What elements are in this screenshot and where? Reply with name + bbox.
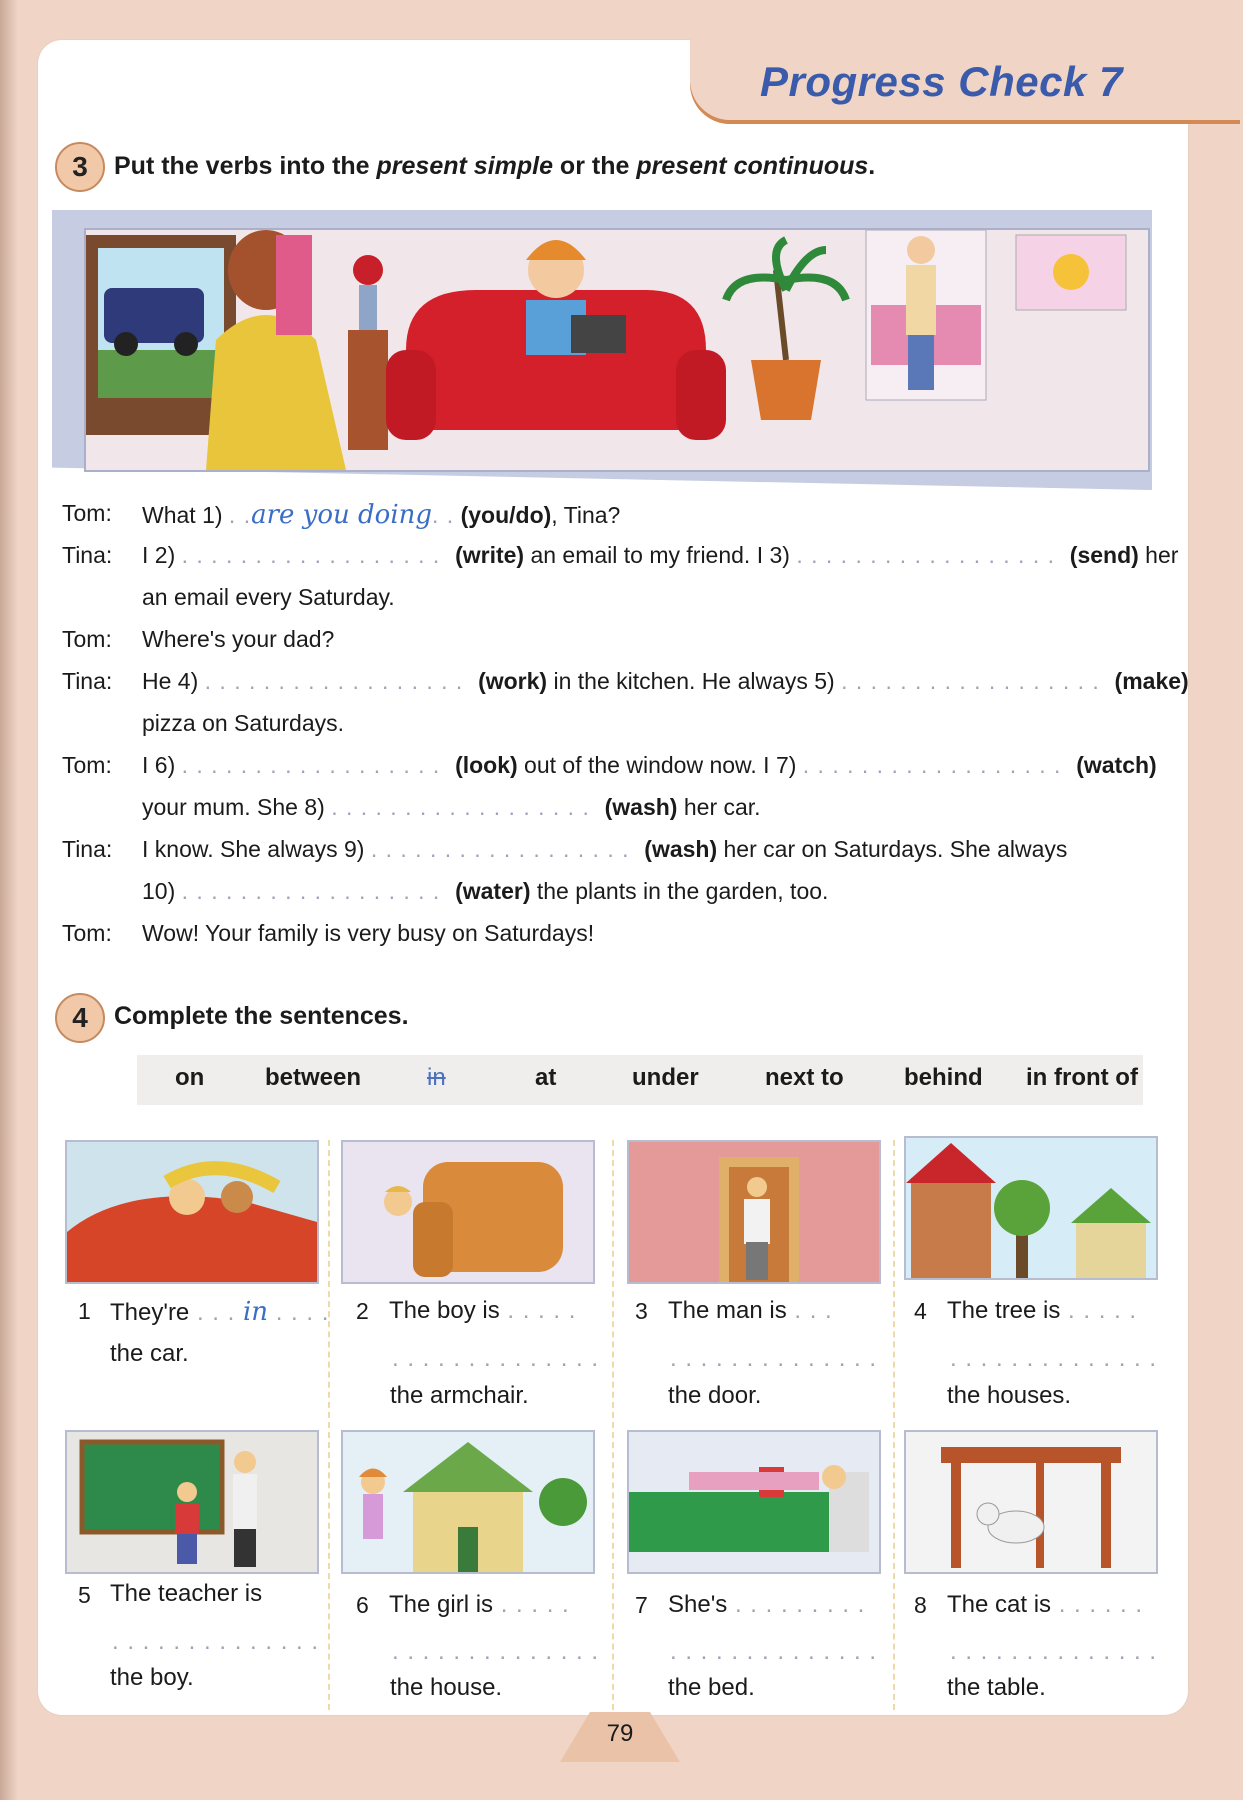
- speaker: Tom:: [62, 752, 112, 778]
- answer-blank[interactable]: . .: [228, 502, 252, 528]
- item-number: 5: [78, 1582, 91, 1608]
- line-text: 10) . . . . . . . . . . . . . . . . . . (water) the plants in the garden, too.: [142, 878, 829, 904]
- word-under: under: [632, 1064, 699, 1091]
- answer-blank[interactable]: . . . . . . . . . . . . . . . . . .: [181, 542, 456, 568]
- speaker: Tina:: [62, 668, 113, 694]
- word-between: between: [265, 1064, 362, 1091]
- item-number: 8: [914, 1592, 927, 1618]
- line-text: pizza on Saturdays.: [142, 710, 345, 736]
- line-text: I 2) . . . . . . . . . . . . . . . . . . (write) an email to my friend. I 3) . . . . . . . . . . . . . . . . . . (send) her: [142, 542, 1179, 568]
- item-text-end: the house.: [390, 1674, 503, 1701]
- answer-blank[interactable]: . . . . . . . . . . . . . .: [392, 1638, 600, 1665]
- exercise-number-4: 4: [55, 993, 105, 1043]
- item-text: The girl is . . . . .: [389, 1591, 570, 1618]
- picture-teacher-boy: [65, 1430, 319, 1574]
- line-text: I 6) . . . . . . . . . . . . . . . . . . (look) out of the window now. I 7) . . . . . . . . . . . . . . . . . . (watch): [142, 752, 1157, 778]
- speaker: Tom:: [62, 626, 112, 652]
- item-text: The man is . . .: [668, 1297, 833, 1324]
- scene-illustration: [84, 228, 1150, 472]
- answer-blank[interactable]: . . . . . . . . . . . . . . . . . .: [802, 752, 1077, 778]
- item-text-end: the armchair.: [390, 1382, 529, 1409]
- item-text-end: the houses.: [947, 1382, 1072, 1409]
- item-text-end: the car.: [110, 1340, 189, 1367]
- speaker: Tina:: [62, 542, 113, 568]
- handwritten-answer: are you doing: [251, 500, 433, 530]
- picture-armchair: [341, 1140, 595, 1284]
- page-title: Progress Check 7: [760, 58, 1123, 105]
- picture-girl-house: [341, 1430, 595, 1574]
- item-number: 2: [356, 1298, 369, 1324]
- column-divider: [612, 1140, 614, 1710]
- word-next-to: next to: [765, 1064, 844, 1091]
- item-text: The teacher is: [110, 1580, 263, 1607]
- answer-blank[interactable]: . . . . . . . . . . . . . . . . . .: [204, 668, 479, 694]
- item-number: 6: [356, 1592, 369, 1618]
- answer-blank[interactable]: . . . . . . . . . . . . . . . . . .: [181, 878, 456, 904]
- line-text: Wow! Your family is very busy on Saturdays!: [142, 920, 595, 946]
- picture-car: [65, 1140, 319, 1284]
- exercise-number-3: 3: [55, 142, 105, 192]
- answer-blank[interactable]: . . . . . . . . . . . . . .: [392, 1345, 600, 1372]
- item-text: She's . . . . . . . . .: [668, 1591, 866, 1618]
- answer-blank[interactable]: . . . . . . . . . . . . . .: [670, 1345, 878, 1372]
- word-on: on: [175, 1064, 205, 1091]
- word-at: at: [535, 1064, 557, 1091]
- word-in-front-of: in front of: [1026, 1064, 1138, 1091]
- item-number: 7: [635, 1592, 648, 1618]
- answer-blank[interactable]: . . . . . . . . . . . . . .: [950, 1638, 1158, 1665]
- answer-blank[interactable]: . . . . . . . . . . . . . . . . . .: [331, 794, 605, 820]
- word-behind: behind: [904, 1064, 983, 1091]
- line-text: I know. She always 9) . . . . . . . . . . . . . . . . . . (wash) her car on Saturdays. She always: [142, 836, 1068, 862]
- speaker: Tom:: [62, 500, 112, 526]
- page-number: 79: [606, 1720, 634, 1747]
- answer-blank[interactable]: . . . . . . . . . . . . . . . . . .: [796, 542, 1070, 568]
- picture-bed: [627, 1430, 881, 1574]
- speaker: Tom:: [62, 920, 112, 946]
- answer-blank[interactable]: . . . . . . . . . . . . . .: [112, 1628, 320, 1655]
- word-in-crossed: in: [427, 1064, 446, 1091]
- exercise-3-instruction: Put the verbs into the present simple or the present continuous.: [114, 152, 876, 180]
- item-text: The tree is . . . . .: [947, 1297, 1138, 1324]
- item-text: The boy is . . . . .: [389, 1297, 577, 1324]
- item-number: 4: [914, 1298, 927, 1324]
- page-edge: [0, 0, 18, 1800]
- answer-blank[interactable]: . . . . . . . . . . . . . .: [950, 1345, 1158, 1372]
- item-number: 1: [78, 1298, 91, 1324]
- answer-blank[interactable]: . . . . . . . . . . . . . . . . . .: [841, 668, 1115, 694]
- line-text: What 1) . .are you doing. . (you/do), Tina?: [142, 500, 621, 530]
- item-text-end: the table.: [947, 1674, 1046, 1701]
- column-divider: [893, 1140, 895, 1710]
- item-text: The cat is . . . . . .: [947, 1591, 1144, 1618]
- item-text-end: the door.: [668, 1382, 762, 1409]
- item-number: 3: [635, 1298, 648, 1324]
- column-divider: [328, 1140, 330, 1710]
- line-text: Where's your dad?: [142, 626, 335, 652]
- item-text-end: the boy.: [110, 1664, 194, 1691]
- answer-blank[interactable]: . . . . . . . . . . . . . .: [670, 1638, 878, 1665]
- handwritten-answer: in: [242, 1297, 269, 1327]
- exercise-4-instruction: Complete the sentences.: [114, 1002, 409, 1030]
- line-text: He 4) . . . . . . . . . . . . . . . . . . (work) in the kitchen. He always 5) . . . . . . . . . . . . . . . . . . (make): [142, 668, 1189, 694]
- picture-houses-tree: [904, 1136, 1158, 1280]
- speaker: Tina:: [62, 836, 113, 862]
- picture-table-cat: [904, 1430, 1158, 1574]
- answer-blank[interactable]: . . . . . . . . . . . . . . . . . .: [181, 752, 456, 778]
- line-text: an email every Saturday.: [142, 584, 395, 610]
- item-text-end: the bed.: [668, 1674, 755, 1701]
- answer-blank[interactable]: . . . . . . . . . . . . . . . . . .: [370, 836, 645, 862]
- picture-door: [627, 1140, 881, 1284]
- line-text: your mum. She 8) . . . . . . . . . . . . . . . . . . (wash) her car.: [142, 794, 761, 820]
- item-text: They're . . . in . . . .: [110, 1297, 330, 1327]
